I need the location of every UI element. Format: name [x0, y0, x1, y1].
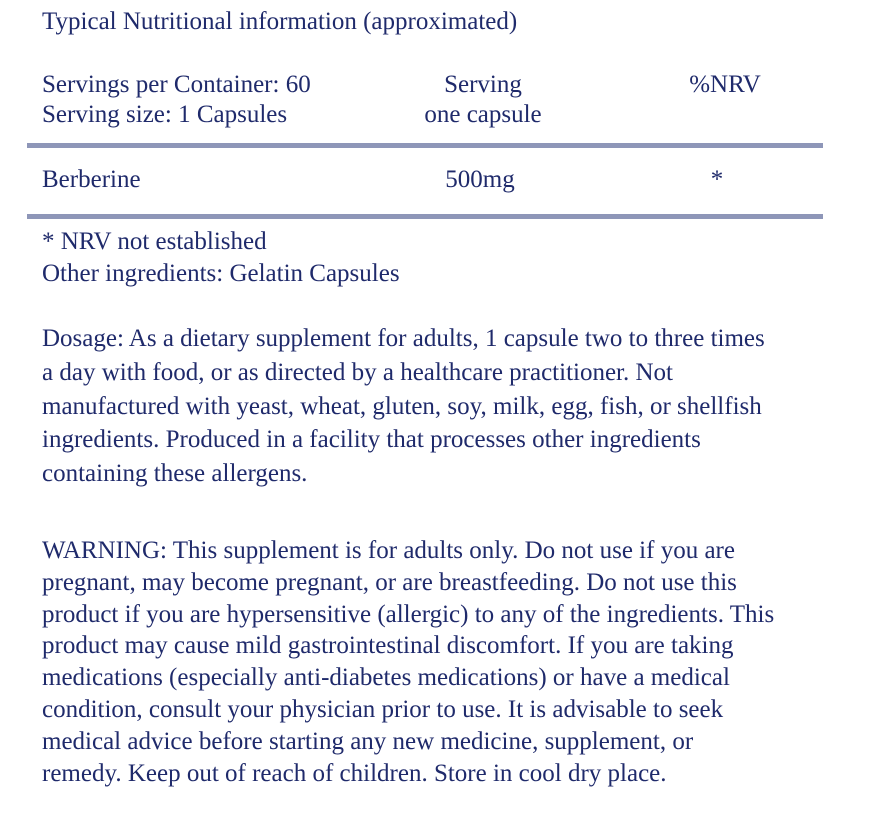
ingredient-name: Berberine: [42, 166, 141, 193]
table-bottom-divider: [27, 214, 823, 219]
dosage-line: ingredients. Produced in a facility that processes other ingredients: [42, 426, 701, 454]
dosage-line: containing these allergens.: [42, 460, 308, 488]
servings-per-container: Servings per Container: 60: [42, 71, 311, 98]
warning-paragraph: [42, 535, 842, 789]
serving-label: Serving: [444, 71, 522, 98]
warning-line: condition, consult your physician prior to use. It is advisable to seek: [42, 695, 724, 723]
dosage-line: manufactured with yeast, wheat, gluten, soy, milk, egg, fish, or shellfish: [42, 392, 762, 420]
warning-line: medications (especially anti-diabetes medications) or have a medical: [42, 664, 730, 692]
serving-amount: one capsule: [424, 101, 542, 128]
dosage-paragraph: [42, 322, 842, 491]
warning-line: medical advice before starting any new medicine, supplement, or: [42, 727, 694, 755]
table-top-divider: [27, 143, 823, 148]
dosage-line: a day with food, or as directed by a healthcare practitioner. Not: [42, 358, 674, 386]
servings-info: [42, 70, 311, 130]
warning-line: WARNING: This supplement is for adults only. Do not use if you are: [42, 537, 735, 564]
serving-size: Serving size: 1 Capsules: [42, 101, 288, 128]
dosage-line: Dosage: As a dietary supplement for adults, 1 capsule two to three times: [42, 325, 765, 352]
ingredient-nrv: *: [710, 166, 724, 193]
warning-line: pregnant, may become pregnant, or are breastfeeding. Do not use this: [42, 568, 737, 596]
warning-line: product if you are hypersensitive (allergic) to any of the ingredients. This: [42, 600, 775, 628]
nrv-column-header: %NRV: [689, 71, 761, 98]
page-title: Typical Nutritional information (approximated): [42, 8, 518, 35]
warning-line: product may cause mild gastrointestinal discomfort. If you are taking: [42, 632, 734, 660]
other-ingredients: Other ingredients: Gelatin Capsules: [42, 260, 400, 287]
serving-column-header: [418, 70, 548, 130]
ingredient-amount: 500mg: [445, 166, 515, 193]
nrv-footnote: * NRV not established: [42, 228, 267, 255]
warning-line: remedy. Keep out of reach of children. Store in cool dry place.: [42, 759, 667, 787]
